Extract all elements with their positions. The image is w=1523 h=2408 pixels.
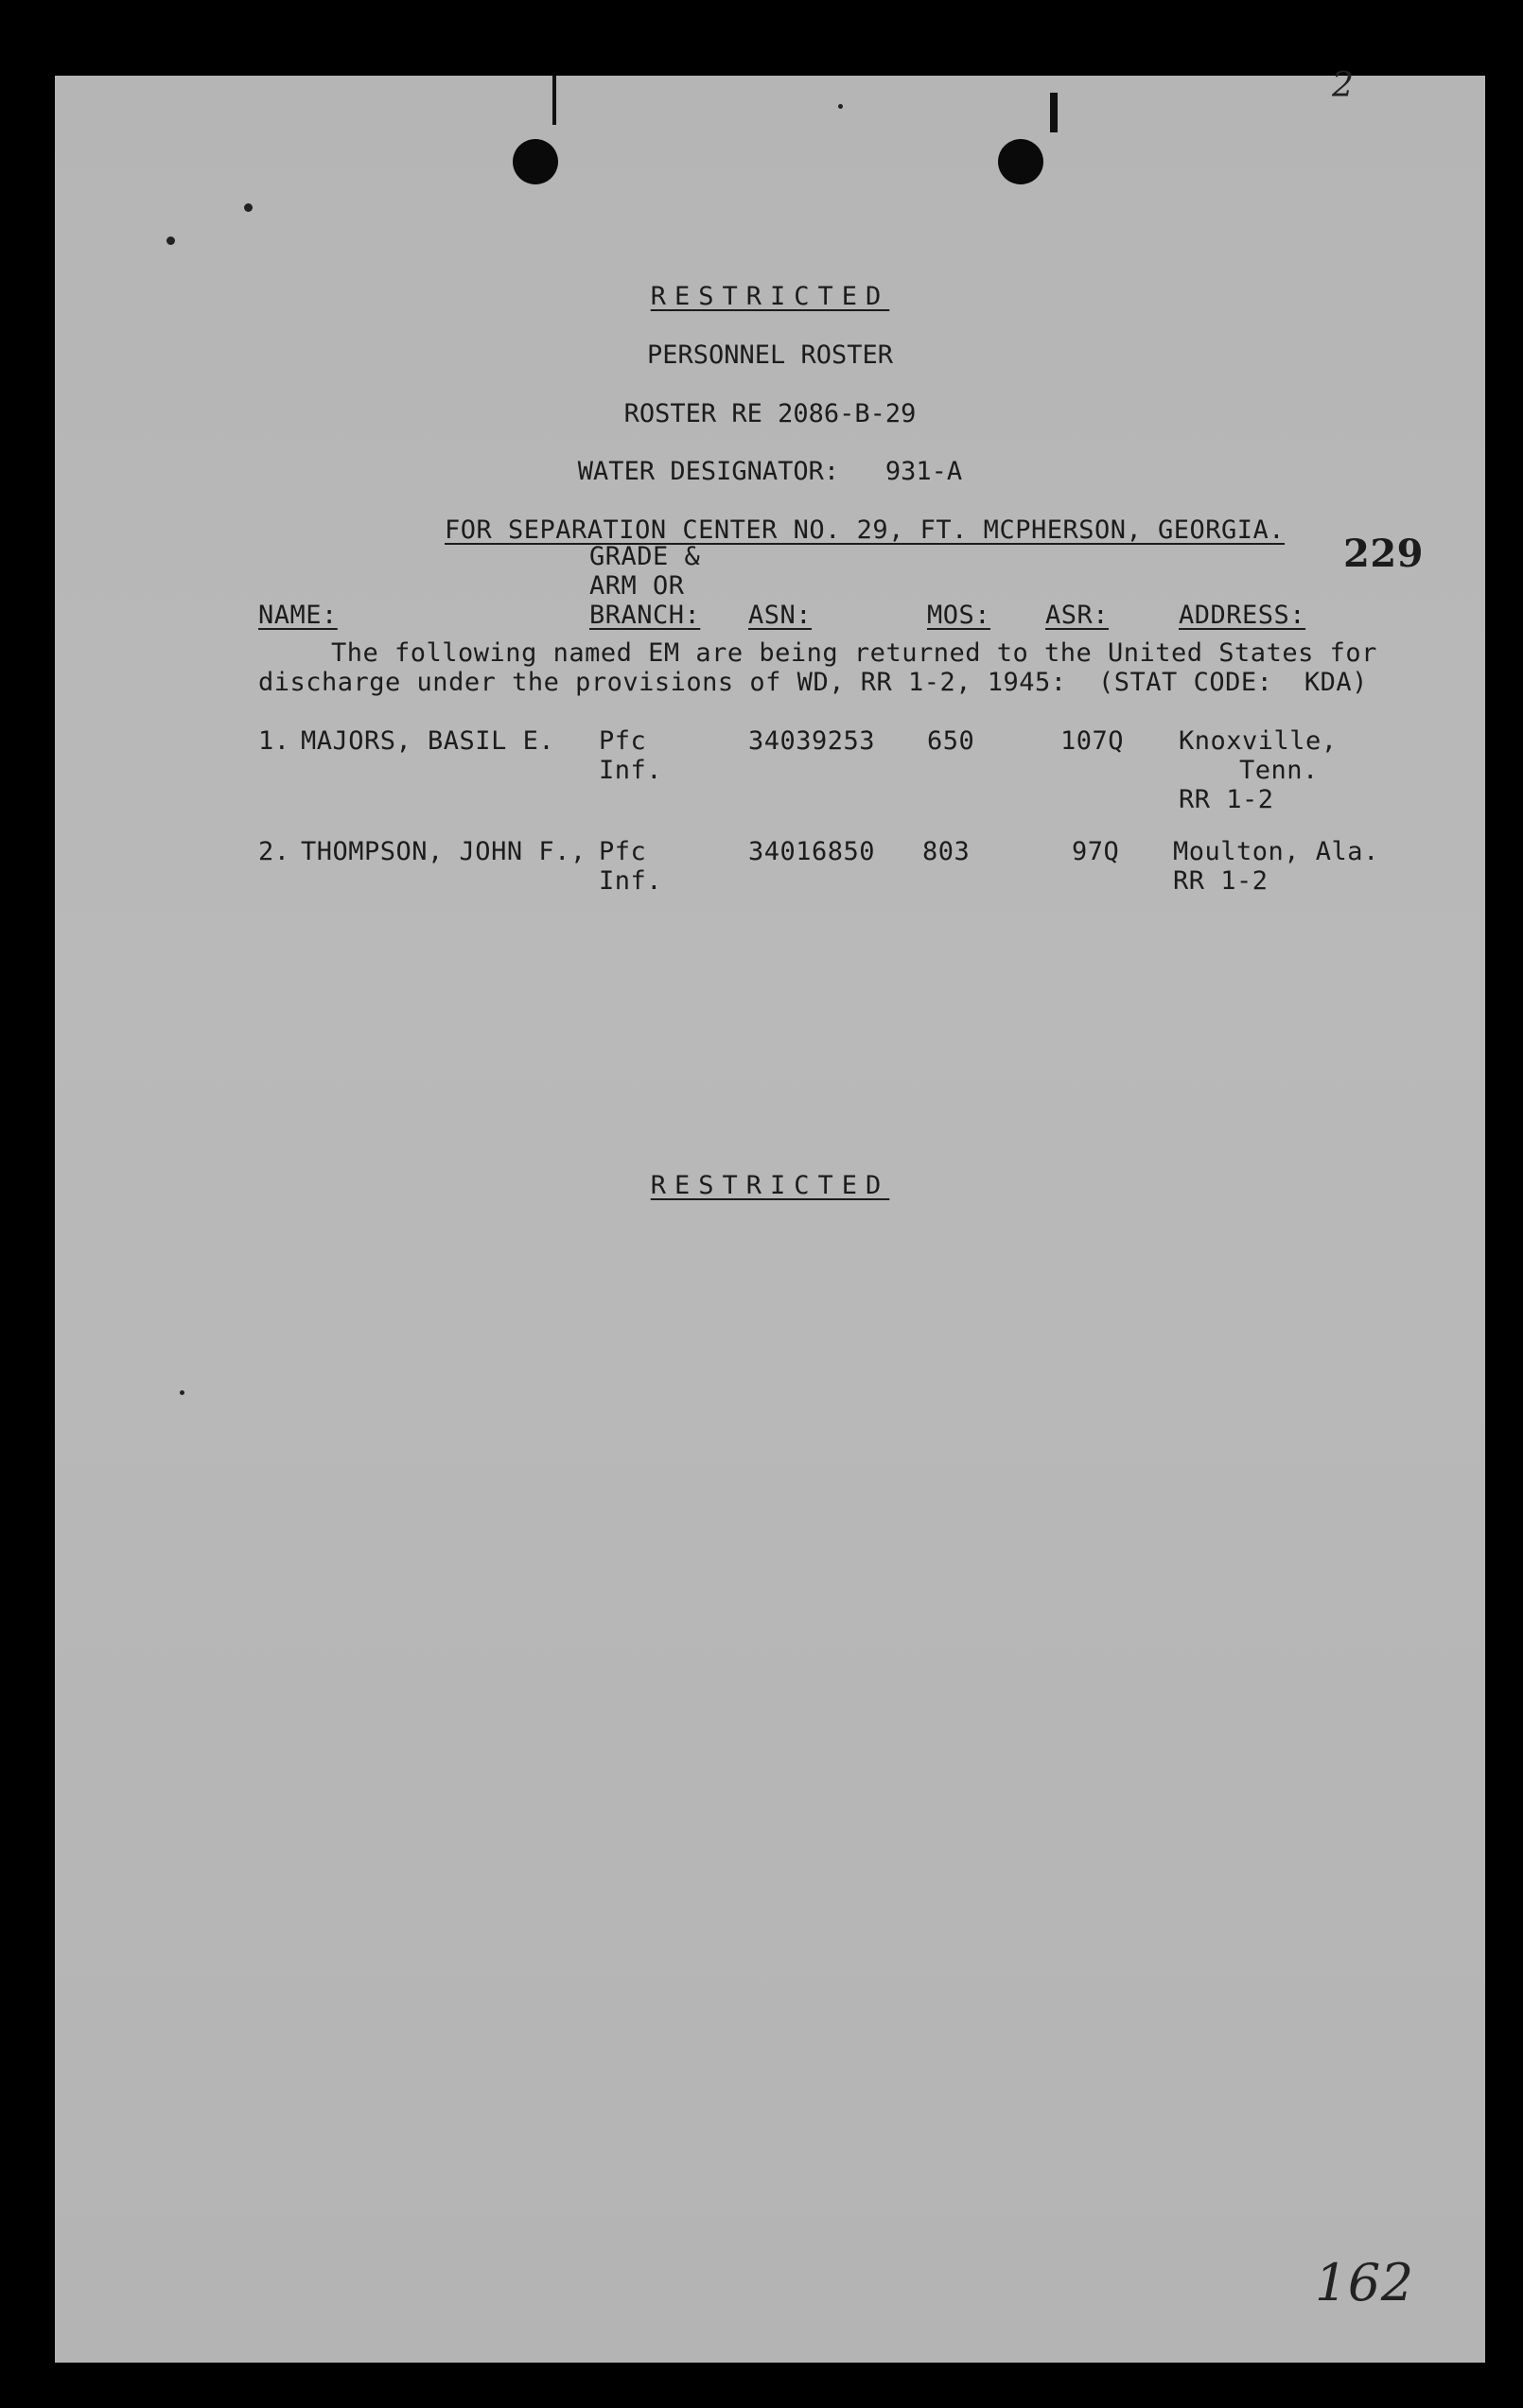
column-header-name: NAME: — [258, 601, 338, 630]
intro-line-1: The following named EM are being returned to the United States for — [331, 638, 1377, 668]
binding-mark-left — [552, 76, 556, 125]
row-asn: 34039253 — [748, 726, 876, 756]
row-address-line1: Moulton, Ala. — [1173, 837, 1379, 866]
binding-mark-right — [1050, 93, 1058, 132]
speck — [838, 104, 843, 109]
row-mos: 803 — [922, 837, 971, 866]
classification-top: RESTRICTED — [650, 282, 890, 311]
row-asr: 97Q — [1072, 837, 1120, 866]
row-name: MAJORS, BASIL E. — [301, 726, 555, 756]
classification-bottom: RESTRICTED — [650, 1171, 890, 1200]
punch-hole-right — [998, 139, 1043, 184]
column-header-grade-line1: GRADE & — [589, 542, 701, 571]
row-mos: 650 — [927, 726, 975, 756]
column-header-grade-line2: ARM OR — [589, 571, 685, 601]
row-branch: Inf. — [599, 756, 663, 785]
row-branch: Inf. — [599, 866, 663, 896]
roster-number: ROSTER RE 2086-B-29 — [623, 399, 917, 428]
row-number: 1. — [258, 726, 290, 756]
column-header-branch: BRANCH: — [589, 601, 701, 630]
row-address-line2: Tenn. — [1239, 756, 1319, 785]
destination-line: FOR SEPARATION CENTER NO. 29, FT. MCPHERSON, GEORGIA. — [445, 515, 1286, 545]
row-asn: 34016850 — [748, 837, 876, 866]
page-number: 229 — [1343, 532, 1424, 576]
speck — [180, 1390, 184, 1395]
roster-title: PERSONNEL ROSTER — [646, 340, 894, 370]
column-header-asr: ASR: — [1045, 601, 1110, 630]
punch-hole-left — [513, 139, 558, 184]
handwritten-number: 162 — [1315, 2253, 1414, 2312]
row-name: THOMPSON, JOHN F., — [301, 837, 586, 866]
row-asr: 107Q — [1060, 726, 1125, 756]
row-address-line2: RR 1-2 — [1173, 866, 1269, 896]
column-header-address: ADDRESS: — [1179, 601, 1306, 630]
row-address-line3: RR 1-2 — [1179, 785, 1274, 814]
intro-line-2: discharge under the provisions of WD, RR 1-2, 1945: (STAT CODE: KDA) — [258, 668, 1368, 697]
row-grade: Pfc — [599, 837, 647, 866]
document-page — [55, 66, 1485, 2363]
water-designator: WATER DESIGNATOR: 931-A — [577, 457, 963, 486]
column-header-asn: ASN: — [748, 601, 813, 630]
speck — [166, 236, 175, 245]
column-header-mos: MOS: — [927, 601, 991, 630]
corner-mark: 2 — [1332, 66, 1355, 105]
row-number: 2. — [258, 837, 290, 866]
row-grade: Pfc — [599, 726, 647, 756]
speck — [244, 203, 253, 212]
row-address-line1: Knoxville, — [1179, 726, 1338, 756]
